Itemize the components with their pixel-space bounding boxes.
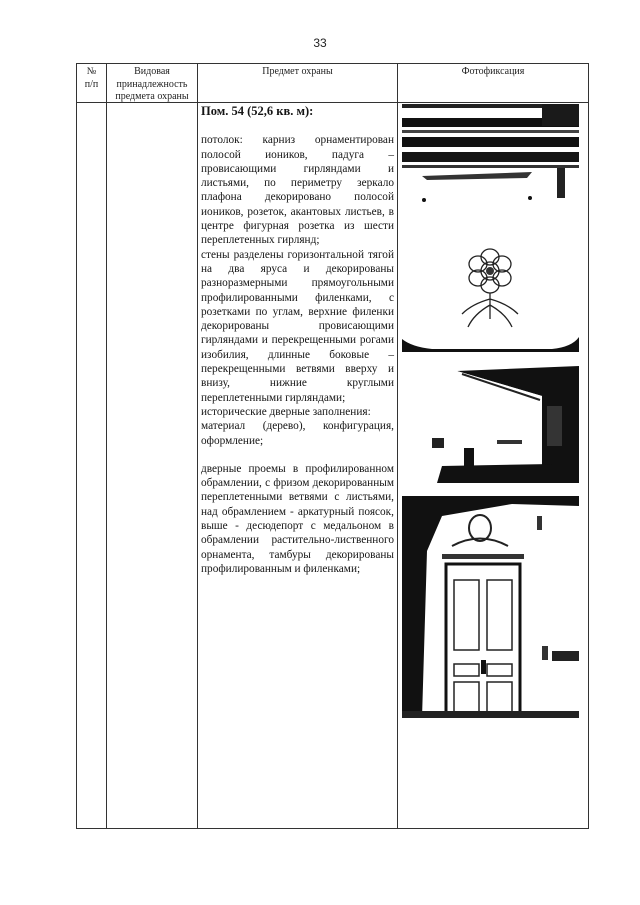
header-type: Видовая принадлежность предмета охраны [115, 66, 189, 102]
page-number: 33 [313, 36, 327, 50]
header-number: № п/п [84, 66, 99, 90]
ceiling-cornice-photo [402, 104, 579, 207]
door-image-icon [402, 496, 579, 718]
column-divider [106, 64, 107, 828]
rosette-image-icon [402, 219, 579, 352]
column-divider [397, 64, 398, 828]
door-photo [402, 496, 579, 718]
cornice-image-icon [402, 104, 579, 207]
doors-heading: исторические дверные заполнения: [201, 405, 371, 418]
spacer [201, 448, 394, 462]
header-photo: Фотофиксация [461, 66, 525, 77]
ceiling-rosette-photo [402, 219, 579, 352]
room-image-icon [402, 366, 579, 483]
doors-material: материал (дерево), конфигурация, оформление; [201, 420, 394, 447]
walls-description: стены разделены горизонтальной тягой на два яруса и декорированы разноразмерными прямоугольными профилированными филенками, с розетками по углам, верхние филенки декорированы провисающими гирляндами и перекрещенными рогами изобилия, длинные боковые – перекрещенными ветвями вверху и внизу, нижние круглыми переплетенными гирляндами; [201, 248, 394, 404]
doorways-description: дверные проемы в профилированном обрамлении, с фризом декорированным переплетенными ветвями с листьями, над обрамлением - аркатурный поясок, выше - десюдепорт с медальоном в обрамлении растительно-лиственного орнамента, тамбуры декорированы профилированным и филенками; [201, 462, 394, 575]
protection-subject-cell [201, 104, 394, 576]
room-title: Пом. 54 (52,6 кв. м): [201, 104, 314, 118]
column-divider [197, 64, 198, 828]
header-subject: Предмет охраны [262, 66, 333, 77]
room-wall-photo [402, 366, 579, 483]
protection-table [76, 63, 589, 829]
ceiling-description: потолок: карниз орнаментирован полосой иоников, падуга – провисающими гирляндами и листьями, по периметру зеркало плафона декорировано полосой иоников, розеток, акантовых листьев, в центре фигурная розетка из шести переплетенных гирлянд; [201, 134, 394, 247]
